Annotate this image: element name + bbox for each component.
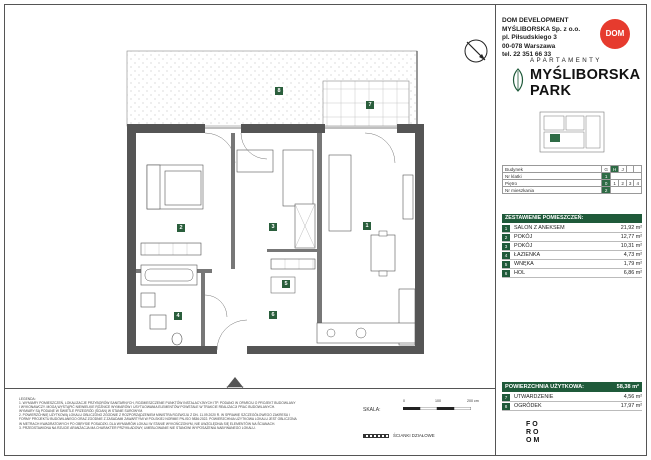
extras-list <box>502 393 642 411</box>
room-row <box>502 260 642 269</box>
room-area: 10,31 m² <box>620 243 642 249</box>
company-name: DOM DEVELOPMENT <box>502 17 569 24</box>
sink <box>150 315 166 329</box>
legend-line: 1. WYMIARY POMIESZCZEŃ, LOKALIZACJE PRZYBORÓW SANITARNYCH, ROZMIESZCZENIE PUNKTÓW INSTALACYJNYCH ITP. PODANO W OPARCIU O PROJEKT BUDOWLANY <box>19 401 296 406</box>
sofa <box>329 155 351 231</box>
room-num: 4 <box>502 252 510 259</box>
scale-tick-100: 100 <box>435 399 441 403</box>
building-key-map <box>536 108 608 156</box>
foroom-logo <box>526 421 541 445</box>
wall-legend <box>363 433 435 438</box>
room-tag-2: 2 <box>177 224 185 232</box>
room-num: 5 <box>502 261 510 268</box>
info-label: Budynek <box>503 166 602 173</box>
extra-num: 8 <box>502 403 510 410</box>
room-name: WNĘKA <box>514 261 534 267</box>
info-column <box>495 5 647 456</box>
rooms-list <box>502 224 642 278</box>
info-label: Piętro <box>503 180 602 187</box>
room-num: 2 <box>502 234 510 241</box>
legend-line: W METRACH KWADRATOWYCH PO OBRYSIE POSADZKI. DLA WYMIARÓW LOKALI W STANIE WYKOŃCZONYM, NIE UWZGLĘDNIA SIĘ ELEMENTÓW NA ŚCIANACH. <box>19 421 276 426</box>
info-value: 3 <box>626 180 634 187</box>
room-num: 1 <box>502 225 510 232</box>
company-city: 00-078 Warszawa <box>502 42 556 50</box>
company-street: pl. Piłsudskiego 3 <box>502 34 557 42</box>
legend-line: WYMIARY SĄ PODANE W ŚWIETLE PRZEGRÓD (ŚCIAN) W STANIE SUROWYM. <box>19 409 144 414</box>
room-name: HOL <box>514 270 526 276</box>
extra-name: UTWARDZENIE <box>514 394 554 400</box>
foroom-line: RO <box>526 429 541 436</box>
extra-area: 4,56 m² <box>623 394 642 400</box>
scale-tick-200: 200 cm <box>467 399 479 403</box>
brand-main: MYŚLIBORSKA <box>530 67 641 83</box>
room-tag-6: 6 <box>269 311 277 319</box>
rooms-header: ZESTAWIENIE POMIESZCZEŃ: <box>502 214 642 223</box>
usable-area-bar <box>502 382 642 392</box>
room-row <box>502 251 642 260</box>
legend-area <box>5 388 495 456</box>
floor-plan-area <box>5 5 495 388</box>
legend-line: 3. PRZEDSTAWIONA NA RZUCIE ARANŻACJA MA CHARAKTER PRZYKŁADOWY, UMEBLOWANIE NIE STANOWI WYPOSAŻENIA NABYWANEGO LOKALU. <box>19 425 256 430</box>
room-row <box>502 233 642 242</box>
extra-name: OGRÓDEK <box>514 403 542 409</box>
legend-title: LEGENDA: <box>19 397 36 401</box>
room-tag-8: 8 <box>275 87 283 95</box>
info-value-selected: 0 <box>602 180 611 187</box>
info-value: G <box>602 166 611 173</box>
scale-label: SKALA: <box>363 407 381 413</box>
room-name: POKÓJ <box>514 243 533 249</box>
scale-tick-0: 0 <box>403 399 405 403</box>
foroom-line: OM <box>526 437 542 444</box>
info-value-selected: 1 <box>602 173 611 180</box>
info-value: 2 <box>619 180 627 187</box>
room-area: 4,73 m² <box>623 252 642 258</box>
legend-line: FORMY PROJEKTU BUDOWLANEGO ORAZ ZGODNIE Z ZASADAMI ZAWARTYMI W POLSKIEJ NORMIE PN-ISO 9836:2022. POWIERZCHNIA UŻYTKOWA LOKALU JEST OBLICZONA <box>19 417 297 422</box>
info-empty <box>634 166 642 173</box>
extra-num: 7 <box>502 394 510 401</box>
room-tag-7: 7 <box>366 101 374 109</box>
brand-logo <box>510 57 640 107</box>
room-tag-4: 4 <box>174 312 182 320</box>
leaf-icon <box>510 67 526 93</box>
room-name: ŁAZIENKA <box>514 252 541 258</box>
usable-area-value: 58,38 m² <box>616 384 639 390</box>
usable-area-label: POWIERZCHNIA UŻYTKOWA: <box>505 384 585 390</box>
room-row <box>502 269 642 278</box>
toilet <box>172 333 182 345</box>
room-name: SALON Z ANEKSEM <box>514 225 565 231</box>
bed-3 <box>283 150 313 206</box>
extra-row <box>502 402 642 411</box>
brand-top: APARTAMENTY <box>530 57 602 64</box>
extra-area: 17,97 m² <box>620 403 642 409</box>
dom-logo: DOM <box>600 19 630 49</box>
desk <box>237 150 273 172</box>
info-row-floor <box>503 180 642 187</box>
brand-park: PARK <box>530 83 572 99</box>
legend-notes <box>19 397 319 430</box>
room-row <box>502 224 642 233</box>
legend-line: 2. POWIERZCHNIĘ UŻYTKOWĄ LOKALU OBLICZONO ZGODNIE Z ROZPORZĄDZENIEM MINISTRA ROZWOJU Z DN. 11.09.2020 R. W SPRAWIE SZCZEGÓŁOWEGO ZAKRESU I <box>19 413 291 418</box>
foroom-line: FO <box>526 421 540 428</box>
north-arrow-icon <box>463 38 489 64</box>
info-value: 4 <box>634 180 642 187</box>
floor-plan-sheet <box>4 4 647 456</box>
info-label: Nr klatki <box>503 173 602 180</box>
wall-legend-label: ŚCIANKI DZIAŁOWE <box>393 433 435 438</box>
room-num: 3 <box>502 243 510 250</box>
room-name: POKÓJ <box>514 234 533 240</box>
info-value: 1 <box>610 180 618 187</box>
company-entity: MYŚLIBORSKA Sp. z o.o. <box>502 25 581 33</box>
room-num: 6 <box>502 270 510 277</box>
legend-line: I WYKONAWCZY. MOGĄ WYSTĄPIĆ NIEWIELKIE RÓŻNICE WYMIARÓW I USYTUOWANIA ELEMENTÓW POWSTAŁE W TRAKCIE REALIZACJI PRAC BUDOWLANYCH. <box>19 405 276 410</box>
info-empty <box>626 166 634 173</box>
room-tag-3: 3 <box>269 223 277 231</box>
room-area: 1,79 m² <box>623 261 642 267</box>
info-value: J <box>619 166 627 173</box>
room-area: 21,92 m² <box>620 225 642 231</box>
extra-row <box>502 393 642 402</box>
room-area: 6,86 m² <box>623 270 642 276</box>
room-tag-5: 5 <box>282 280 290 288</box>
room-tag-1: 1 <box>363 222 371 230</box>
company-phone: tel. 22 351 66 33 <box>502 51 552 59</box>
wall-swatch <box>363 434 389 438</box>
room-area: 12,77 m² <box>620 234 642 240</box>
room-row <box>502 242 642 251</box>
wardrobe-2 <box>141 243 201 255</box>
info-label: Nr mieszkania <box>503 187 602 194</box>
info-row-stairwell <box>503 173 642 180</box>
info-row-building <box>503 166 642 173</box>
info-row-apartment <box>503 187 642 194</box>
company-info <box>502 17 580 60</box>
info-value-selected: H <box>610 166 618 173</box>
location-table <box>502 165 642 194</box>
info-value-selected: 2 <box>602 187 611 194</box>
scale-bar <box>403 407 471 410</box>
floor-plan-drawing <box>5 5 495 388</box>
dining-table <box>371 235 395 271</box>
